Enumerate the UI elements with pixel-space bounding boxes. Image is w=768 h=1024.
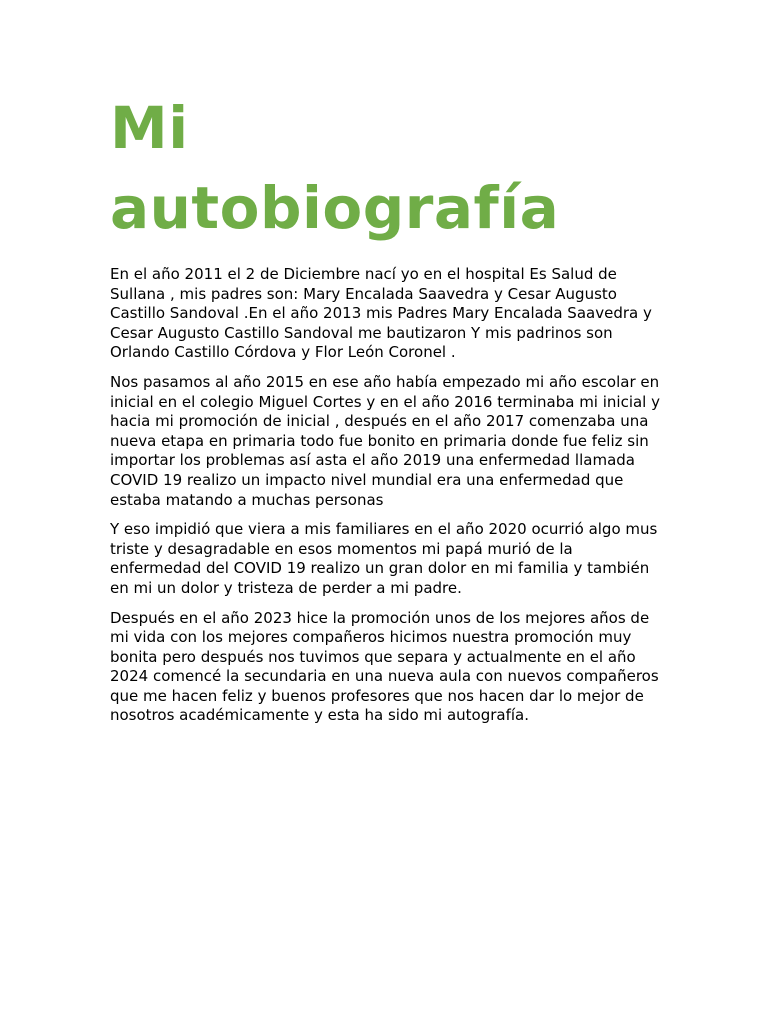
paragraph-4: Después en el año 2023 hice la promoción unos de los mejores años de mi vida con los mejores compañeros hicimos nuestra promoción muy bonita pero después nos tuvimos que separa y actualmente en el año 2024 comencé la secundaria en una nueva aula con nuevos compañeros que me hacen feliz y buenos profesores que nos hacen dar lo mejor de nosotros académicamente y esta ha sido mi autografía. <box>110 608 659 725</box>
paragraph-3: Y eso impidió que viera a mis familiares en el año 2020 ocurrió algo mus triste y desagradable en esos momentos mi papá murió de la enfermedad del COVID 19 realizo un gran dolor en mi familia y también en mi un dolor y tristeza de perder a mi padre. <box>110 520 658 597</box>
document-body <box>110 265 660 726</box>
document-title <box>110 88 658 248</box>
title-line-1: Mi <box>110 94 189 162</box>
paragraph-1: En el año 2011 el 2 de Diciembre nací yo en el hospital Es Salud de Sullana , mis padres son: Mary Encalada Saavedra y Cesar Augusto Castillo Sandoval .En el año 2013 mis Padres Mary Encalada Saavedra y Cesar Augusto Castillo Sandoval me bautizaron Y mis padrinos son Orlando Castillo Córdova y Flor León Coronel . <box>110 265 652 362</box>
title-line-2: autobiografía <box>110 174 560 242</box>
paragraph-2: Nos pasamos al año 2015 en ese año había empezado mi año escolar en inicial en el colegio Miguel Cortes y en el año 2016 terminaba mi inicial y hacia mi promoción de inicial , después en el año 2017 comenzaba una nueva etapa en primaria todo fue bonito en primaria donde fue feliz sin importar los problemas así asta el año 2019 una enfermedad llamada COVID 19 realizo un impacto nivel mundial era una enfermedad que estaba matando a muchas personas <box>110 372 660 509</box>
